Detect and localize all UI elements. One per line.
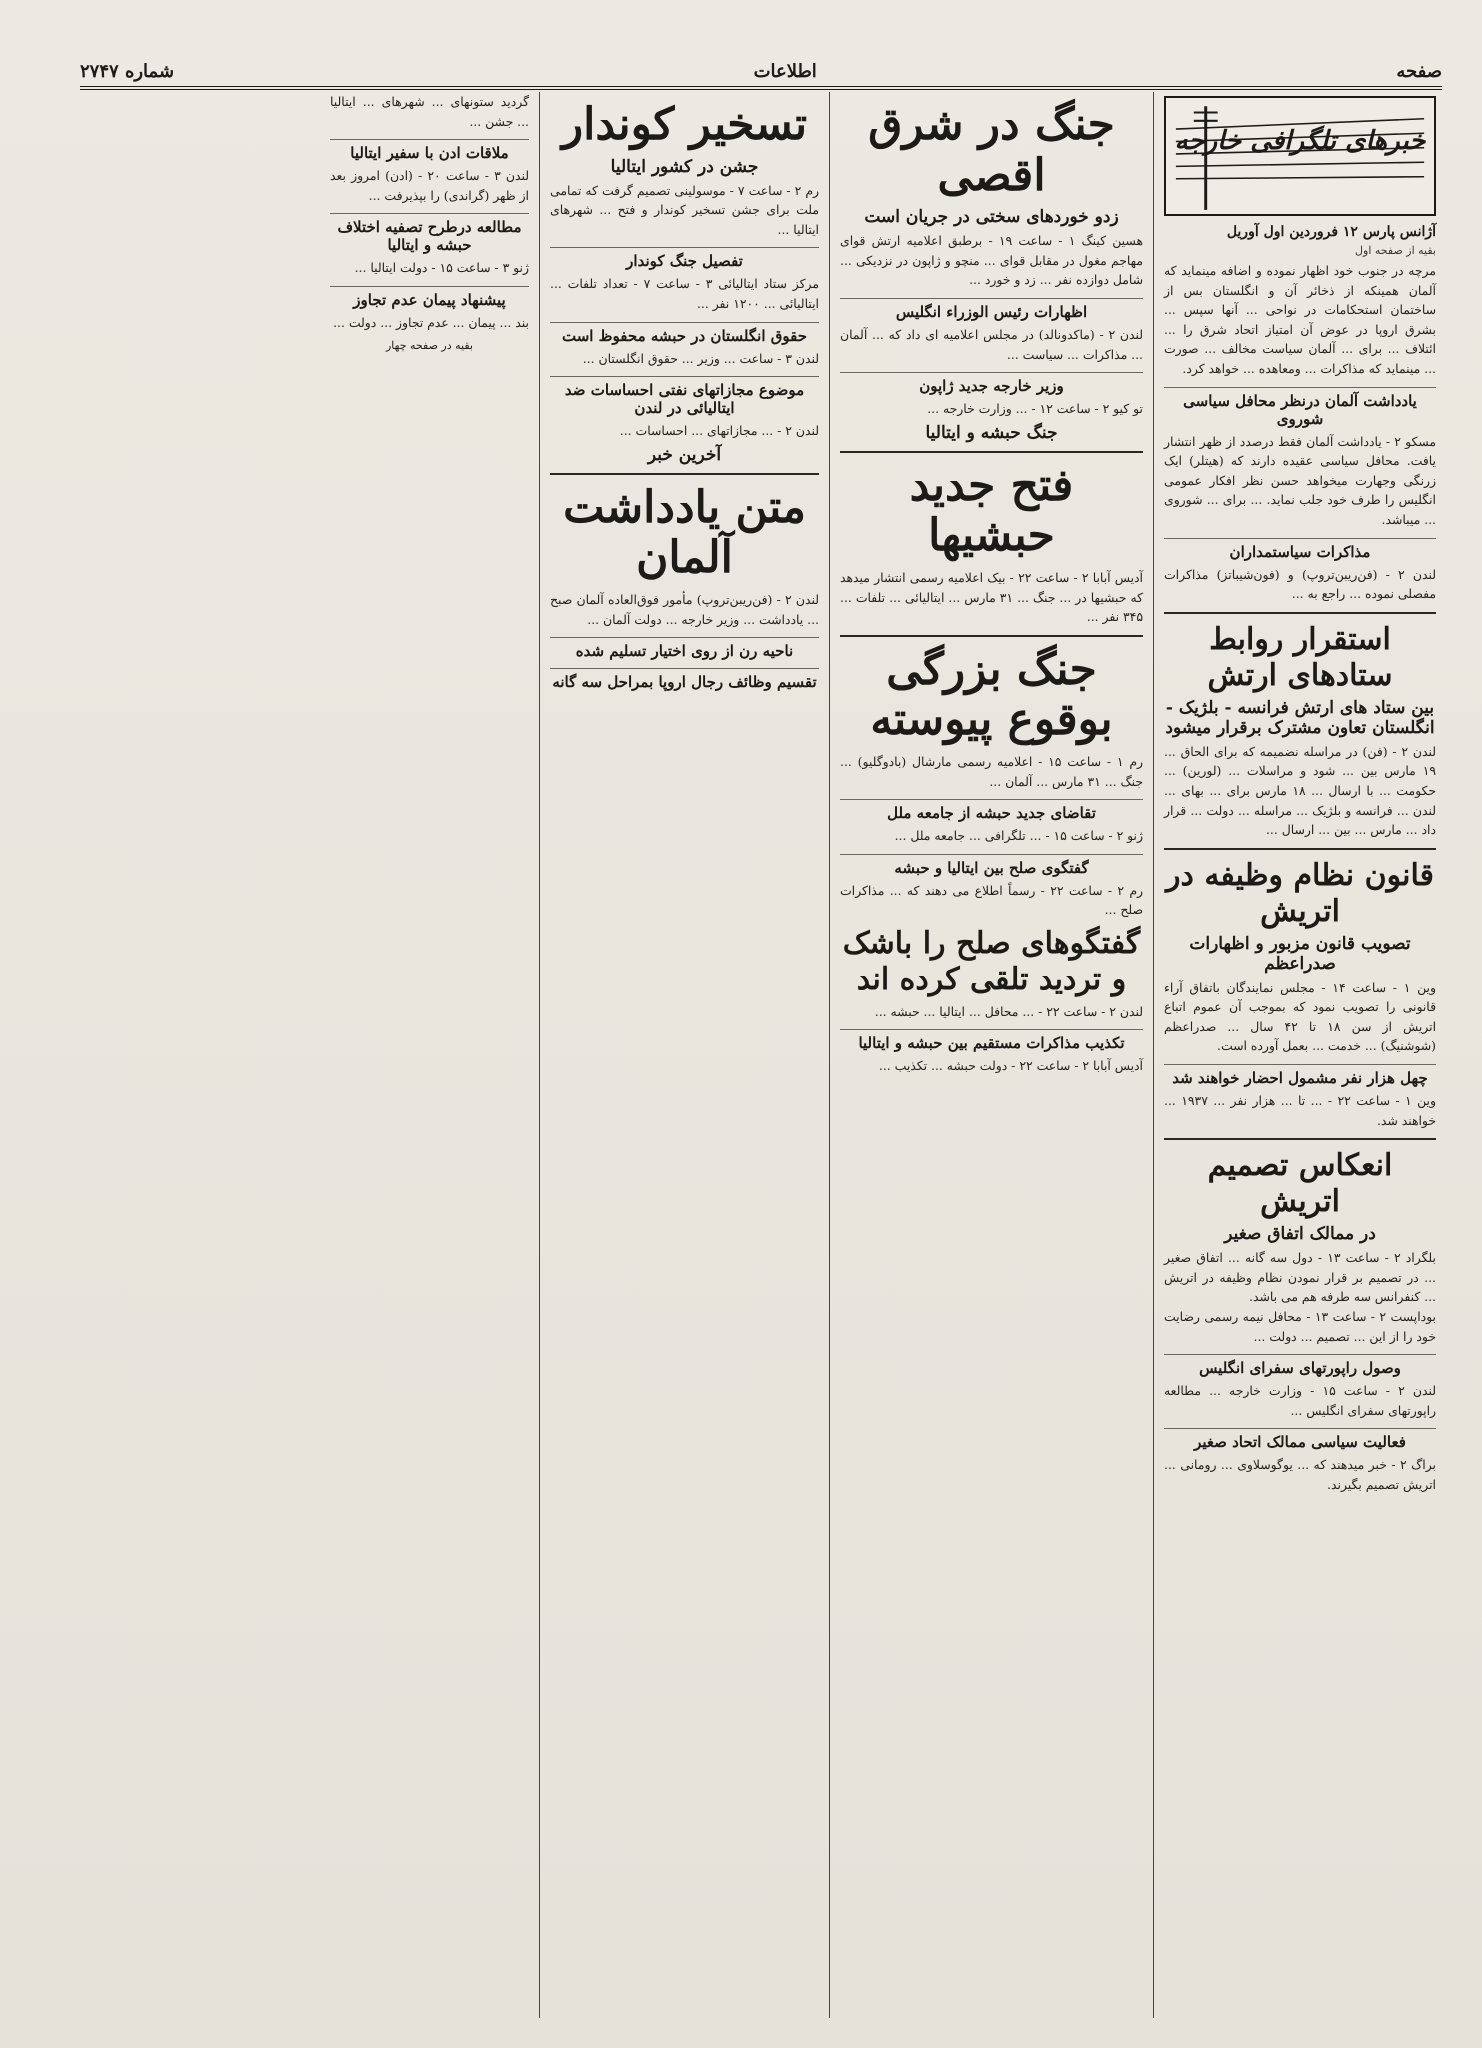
divider [550,473,819,475]
section-heading: چهل هزار نفر مشمول احضار خواهند شد [1164,1064,1436,1087]
section-heading: تقسیم وظائف رجال اروپا بمراحل سه گانه [550,668,819,691]
subheadline: تصویب قانون مزبور و اظهارات صدراعظم [1189,933,1411,974]
story-text: لندن ۲ - ... مجازاتهای ... احساسات ... [619,423,819,439]
subheadline: بین ستاد های ارتش فرانسه - بلژیک - انگلستان تعاون مشترک برقرار میشود [1165,697,1435,738]
story-text: لندن ۲ - (فن‌ریبن‌تروپ) مأمور فوق‌العاده آلمان صبح ... یادداشت ... وزیر خارجه ... دولت آلمان ... [550,591,820,627]
story-text: مرچه در جنوب خود اظهار نموده و اضافه مینماید که آلمان همینکه از ذخائر آن و انگلستان بس از ساختمان استحکامات در نواحی ... آنها سپس ... بشرق اروپا در عوض آن امتیاز اتحاد شرق را ... ائتلاف ... برای ... آلمان سیاست مخالف ... صورت ... مینماید که مذاکرات ... ومعاهده ... خواهد کرد. [1164,263,1436,376]
section-heading: یادداشت آلمان درنظر محافل سیاسی شوروی [1164,387,1436,428]
subheadline: آخرین خبر [647,444,722,465]
story-text: بند ... پیمان ... عدم تجاوز ... دولت ... [333,314,529,330]
story-text: لندن ۲ - (فن) در مراسله نضمیمه که برای الحاق ... ۱۹ مارس بین ... شود و مراسلات ... (لورین) ... حکومت ... با ارسال ... ۱۸ مارس برای ... بهای ... لندن ... فرانسه و بلژیک ... مراسله ... دولت ... قرار داد ... مارس ... بین ... ارسال ... [1164,743,1436,838]
paper-name: اطلاعات [753,60,817,82]
masthead-strip [80,56,1442,90]
section-heading: تفصیل جنگ کوندار [550,247,819,270]
agency-dateline: آژانس پارس ۱۲ فروردین اول آوریل [1226,224,1436,240]
headline: استقرار روابط ستادهای ارتش [1207,621,1393,693]
subheadline: جنگ حبشه و ایتالیا [925,422,1058,443]
divider [1164,848,1436,850]
story-text: براگ ۲ - خبر میدهند که ... یوگوسلاوی ... رومانی ... اتریش تصمیم بگیرند. [1164,1457,1436,1492]
story-text: مسکو ۲ - یادداشت آلمان فقط درصدد از ظهر انتشار یافت. محافل سیاسی عقیده دارند که (هیتلر) ایک زرنگی وجهارت میخواهد حسن نظر افکار عمومی انگلیس را طرف خود جلب نماید. ... برای ... شوروی ... میباشد. [1164,433,1436,527]
divider [1164,612,1436,614]
story-text: گردید ستونهای ... شهرهای ... ایتالیا ... جشن ... [330,94,529,129]
section-heading: مطالعه درطرح تصفیه اختلاف حبشه و ایتالیا [330,213,529,254]
page-label: صفحه [1396,60,1442,82]
headline: گفتگوهای صلح را باشک و تردید تلقی کرده اند [842,925,1141,997]
section-heading: گفتگوی صلح بین ایتالیا و حبشه [840,854,1143,877]
story-text: ژنو ۳ - ساعت ۱۵ - دولت ایتالیا ... [354,260,529,276]
subheadline: در ممالک اتفاق صغیر [1224,1224,1376,1245]
section-heading: تکذیب مذاکرات مستقیم بین حبشه و ایتالیا [840,1029,1143,1052]
section-heading: مذاکرات سیاستمداران [1164,538,1436,561]
section-heading: تقاضای جدید حبشه از جامعه ملل [840,799,1143,822]
story-text: تو کیو ۲ - ساعت ۱۲ - ... وزارت خارجه ... [927,401,1143,417]
column-italy-relations [320,92,540,2018]
section-heading: وصول راپورتهای سفرای انگلیس [1164,1354,1436,1377]
section-heading: فعالیت سیاسی ممالک اتحاد صغیر [1164,1428,1436,1451]
column-kondar-germany [540,92,830,2018]
headline: انعکاس تصمیم اتریش [1207,1148,1393,1220]
subheadline: جشن در کشور ایتالیا [610,156,759,177]
logo-title: خبرهای تلگرافی خارجه [1174,126,1426,156]
divider [840,451,1143,453]
story-text: ژنو ۲ - ساعت ۱۵ - ... تلگرافی ... جامعه ملل ... [894,828,1143,844]
section-heading: پیشنهاد پیمان عدم تجاوز [330,286,529,309]
story-text: رم ۱ - ساعت ۱۵ - اعلامیه رسمی مارشال (بادوگلیو) ... جنگ ... ۳۱ مارس ... آلمان ... [840,753,1143,789]
section-heading: اظهارات رئیس الوزراء انگلیس [840,298,1143,321]
section-heading: موضوع مجازاتهای نفتی احساسات ضد ایتالیائی در لندن [550,376,819,417]
section-heading: ناحیه رن از روی اختیار تسلیم شده [550,637,819,660]
telegraph-pole-icon [1166,98,1434,214]
headline: متن یادداشت آلمان [563,481,806,584]
column-far-east-ethiopia [830,92,1154,2018]
columns [78,92,1446,2018]
continuation-note: بقیه از صفحه اول [1355,244,1436,257]
story-text: لندن ۳ - ساعت ... وزیر ... حقوق انگلستان ... [582,350,819,366]
story-text: بلگراد ۲ - ساعت ۱۳ - دول سه گانه ... اتفاق صغیر ... در تصمیم بر قرار نمودن نظام وظیفه در اتریش ... کنفرانس سه طرفه هم می باشد. [1164,1250,1436,1305]
story-text: رم ۲ - ساعت ۲۲ - رسماً اطلاع می دهند که ... مذاکرات صلح ... [840,882,1144,918]
continued-note: بقیه در صفحه چهار [386,338,473,352]
story-text: رم ۲ - ساعت ۷ - موسولینی تصمیم گرفت که تمامی ملت برای جشن تسخیر کوندار و فتح ... شهرهای ایتالیا ... [550,182,819,237]
story-text: لندن ۲ - (ماکدونالد) در مجلس اعلامیه ای داد که ... آلمان ... مذاکرات ... سیاست ... [840,326,1144,362]
story-text: آدیس آبابا ۲ - ساعت ۲۲ - بیک اعلامیه رسمی انتشار میدهد که حبشیها در ... جنگ ... ۳۱ مارس ... ایتالیائی ... تلفات ... ۳۴۵ نفر ... [840,569,1143,625]
story-text: مرکز ستاد ایتالیائی ۳ - ساعت ۷ - تعداد تلفات ... ایتالیائی ... ۱۲۰۰ نفر ... [550,276,819,311]
section-heading: ملاقات ادن با سفیر ایتالیا [330,139,529,162]
story-text: لندن ۲ - (فن‌ریبن‌تروپ) و (فون‌‌شیباتز) مذاکرات مفصلی نموده ... راجع به ... [1164,566,1436,602]
story-text: لندن ۲ - ساعت ۲۲ - ... محافل ... ایتالیا ... حبشه ... [874,1003,1143,1019]
story-text: وین ۱ - ساعت ۱۴ - مجلس نمایندگان باتفاق آراء قانونی را تصویب نمود که بموجب آن عموم اتباع اتریش از سن ۱۸ تا ۴۲ سال ... صدراعظم (شوشنیگ) ... خدمت ... بعمل آورده است. [1164,979,1437,1054]
section-heading: حقوق انگلستان در حبشه محفوظ است [550,322,819,345]
subheadline: زدو خوردهای سختی در جریان است [864,207,1119,228]
section-heading: وزیر خارجه جدید ژاپون [840,372,1143,395]
story-text: وین ۱ - ساعت ۲۲ - ... تا ... هزار نفر ... ۱۹۳۷ ... خواهند شد. [1164,1093,1436,1128]
story-text: بوداپست ۲ - ساعت ۱۳ - محافل نیمه رسمی رضایت خود را از این ... تصمیم ... دولت ... [1164,1309,1436,1344]
foreign-telegrams-logo [1164,96,1436,216]
headline: فتح جدید حبشیها [909,459,1074,562]
column-foreign-news [1154,92,1446,2018]
story-text: آدیس آبابا ۲ - ساعت ۲۲ - دولت حبشه ... تکذیب ... [878,1058,1143,1074]
story-text: لندن ۳ - ساعت ۲۰ - (ادن) امروز بعد از ظهر (گراندی) را بپذیرفت ... [330,168,529,203]
headline: جنگ در شرق اقصی [868,99,1115,201]
headline: جنگ بزرگی بوقوع پیوسته [870,643,1113,746]
divider [840,635,1143,637]
story-text: هسین کینگ ۱ - ساعت ۱۹ - برطبق اعلامیه ارتش قوای مهاجم مغول در مقابل قوای ... منچو و ژاپون در نزدیکی ... شامل دوازده نفر ... زد و خورد ... [840,233,1143,288]
story-text: لندن ۲ - ساعت ۱۵ - وزارت خارجه ... مطالعه راپورتهای سفرای انگلیس ... [1164,1383,1436,1418]
divider [1164,1138,1436,1140]
headline: تسخیر کوندار [561,99,808,150]
headline: قانون نظام وظیفه در اتریش [1166,857,1434,929]
issue-number: شماره ۲۷۴۷ [80,60,175,82]
